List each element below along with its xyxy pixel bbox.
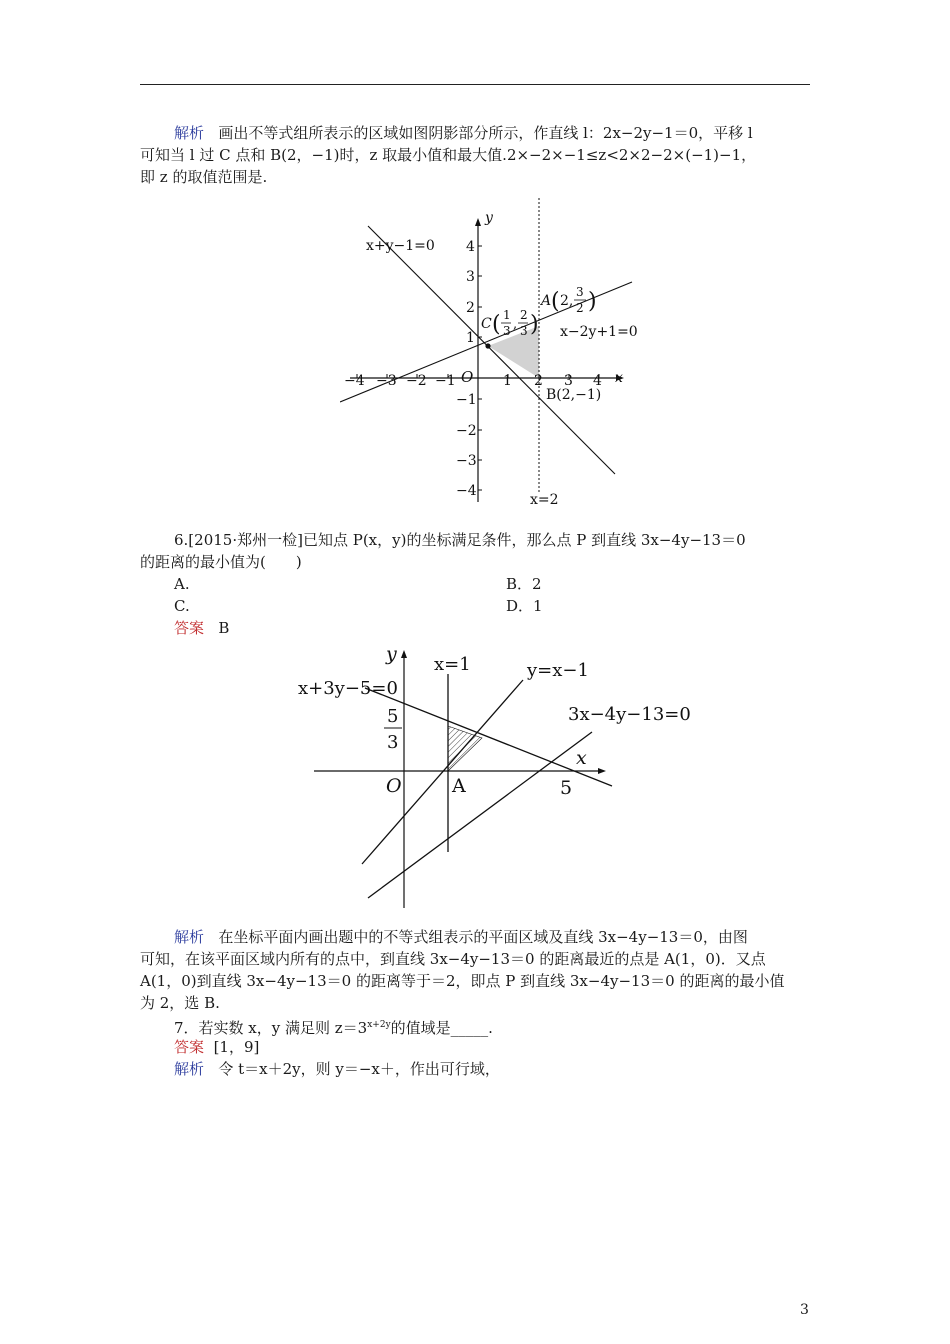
figure1-point-c-num1: 1: [503, 308, 511, 322]
svg-text:(: (: [551, 289, 560, 314]
figure2-label-x1: x=1: [434, 654, 471, 675]
question6-answer: [174, 617, 814, 639]
question6-option-b: B．2: [506, 575, 542, 593]
paragraph1-line1: [174, 122, 814, 144]
figure1-ytick: 2: [466, 300, 475, 316]
figure1-point-c-den2: 3: [520, 324, 528, 338]
figure1-axis-y: y: [485, 210, 493, 226]
svg-text:,: ,: [513, 317, 518, 332]
figure1-point-a-den: 2: [576, 301, 584, 315]
figure1-point-a: A: [541, 293, 552, 309]
figure1-ytick: 1: [466, 330, 475, 346]
question7-answer: [174, 1036, 814, 1058]
figure1-label-x2: x=2: [530, 492, 559, 508]
figure1-ytick: 4: [466, 239, 475, 255]
answer-value: B: [218, 619, 230, 637]
question6-option-c: C.: [174, 597, 190, 615]
paragraph2-line4: 为 2，选 B.: [140, 994, 220, 1012]
question7-exponent: x+2y: [367, 1020, 391, 1030]
analysis-label: 解析: [174, 928, 205, 946]
paragraph2-line2: 可知，在该平面区域内所有的点中，到直线 3x−4y−13＝0 的距离最近的点是 A(1，0)．又点: [140, 950, 766, 968]
answer-label: 答案: [174, 1038, 205, 1056]
figure1-label-xy1: x+y−1=0: [366, 238, 435, 254]
svg-text:): ): [530, 312, 539, 337]
figure1-xtick: −2: [406, 373, 427, 389]
figure2-axis-y: y: [386, 644, 397, 665]
figure1-xtick: −3: [376, 373, 397, 389]
figure1-xtick: −4: [344, 373, 365, 389]
answer-label: 答案: [174, 619, 205, 637]
question6-line2: 的距离的最小值为( ): [140, 553, 302, 571]
figure2-frac-num: 5: [387, 706, 399, 727]
figure2-origin: O: [386, 775, 402, 797]
page-number: 3: [800, 1302, 809, 1318]
figure1-origin: O: [461, 368, 474, 386]
header-rule: [140, 84, 810, 85]
figure1-label-x2y1: x−2y+1=0: [560, 324, 638, 340]
figure1-ytick: −2: [456, 423, 477, 439]
figure1-ytick: −1: [456, 392, 477, 408]
figure1-ytick: −4: [456, 483, 477, 499]
figure1-xtick: 4: [593, 373, 602, 389]
answer-value: [1，9]: [213, 1038, 260, 1056]
svg-text:): ): [588, 289, 597, 314]
figure1-ytick: −3: [456, 453, 477, 469]
figure2-coordinate-graph: [290, 644, 710, 912]
question6-option-a: A.: [174, 575, 190, 593]
figure1-xtick: 2: [534, 373, 543, 389]
figure1-axis-x: x: [615, 370, 623, 386]
figure1-point-c-dot: [485, 343, 490, 348]
figure2-axis-x: x: [576, 747, 587, 769]
figure1-ytick: 3: [466, 269, 475, 285]
paragraph2-line1: [174, 926, 814, 948]
figure1-coordinate-graph: [340, 192, 640, 512]
analysis-label: 解析: [174, 124, 205, 142]
paragraph2-line3: A(1，0)到直线 3x−4y−13＝0 的距离等于＝2，即点 P 到直线 3x−4y−13＝0 的距离的最小值: [140, 972, 785, 990]
svg-text:(: (: [492, 312, 501, 337]
figure2-frac-den: 3: [387, 732, 399, 753]
paragraph1-text1: 画出不等式组所表示的区域如图阴影部分所示，作直线 l：2x−2y−1＝0，平移 l: [218, 124, 753, 142]
figure2-line-3x4y13: [368, 732, 592, 898]
question7-suffix: 的值域是_____.: [390, 1019, 493, 1037]
figure1-point-c-num2: 2: [520, 308, 528, 322]
figure1-point-a-coord: 2,: [560, 293, 574, 309]
figure1-point-c-den1: 3: [503, 324, 511, 338]
figure1-point-b: B(2,−1): [546, 387, 602, 403]
question7-analysis: [174, 1058, 814, 1080]
figure2-label-x3y5: x+3y−5=0: [298, 678, 398, 699]
question7-analysis-text: 令 t＝x＋2y，则 y＝−x＋，作出可行域，: [218, 1060, 500, 1078]
question6-option-d: D．1: [506, 597, 543, 615]
question7-prefix: 7．若实数 x，y 满足则 z＝3: [174, 1019, 368, 1037]
figure1-line-x-plus-y: [368, 226, 615, 474]
paragraph1-line3: 即 z 的取值范围是.: [140, 168, 268, 186]
figure2-label-3x4y13: 3x−4y−13=0: [568, 704, 691, 725]
figure1-xtick: 3: [564, 373, 573, 389]
analysis-label: 解析: [174, 1060, 205, 1078]
figure1-point-c: C: [481, 316, 492, 332]
figure1-xtick: −1: [435, 373, 456, 389]
figure2-point-a: A: [452, 775, 466, 797]
paragraph2-text1: 在坐标平面内画出题中的不等式组表示的平面区域及直线 3x−4y−13＝0，由图: [218, 928, 748, 946]
figure2-value-5: 5: [560, 777, 573, 799]
figure2-label-yx1: y=x−1: [527, 660, 589, 681]
figure1-point-a-num: 3: [576, 285, 584, 299]
paragraph1-line2: 可知当 l 过 C 点和 B(2，−1)时，z 取最小值和最大值.2×−2×−1≤z<2×2−2×(−1)−1，: [140, 146, 757, 164]
question6-line1: 6.[2015·郑州一检]已知点 P(x，y)的坐标满足条件，那么点 P 到直线 3x−4y−13＝0: [174, 531, 746, 549]
figure1-xtick: 1: [503, 373, 512, 389]
